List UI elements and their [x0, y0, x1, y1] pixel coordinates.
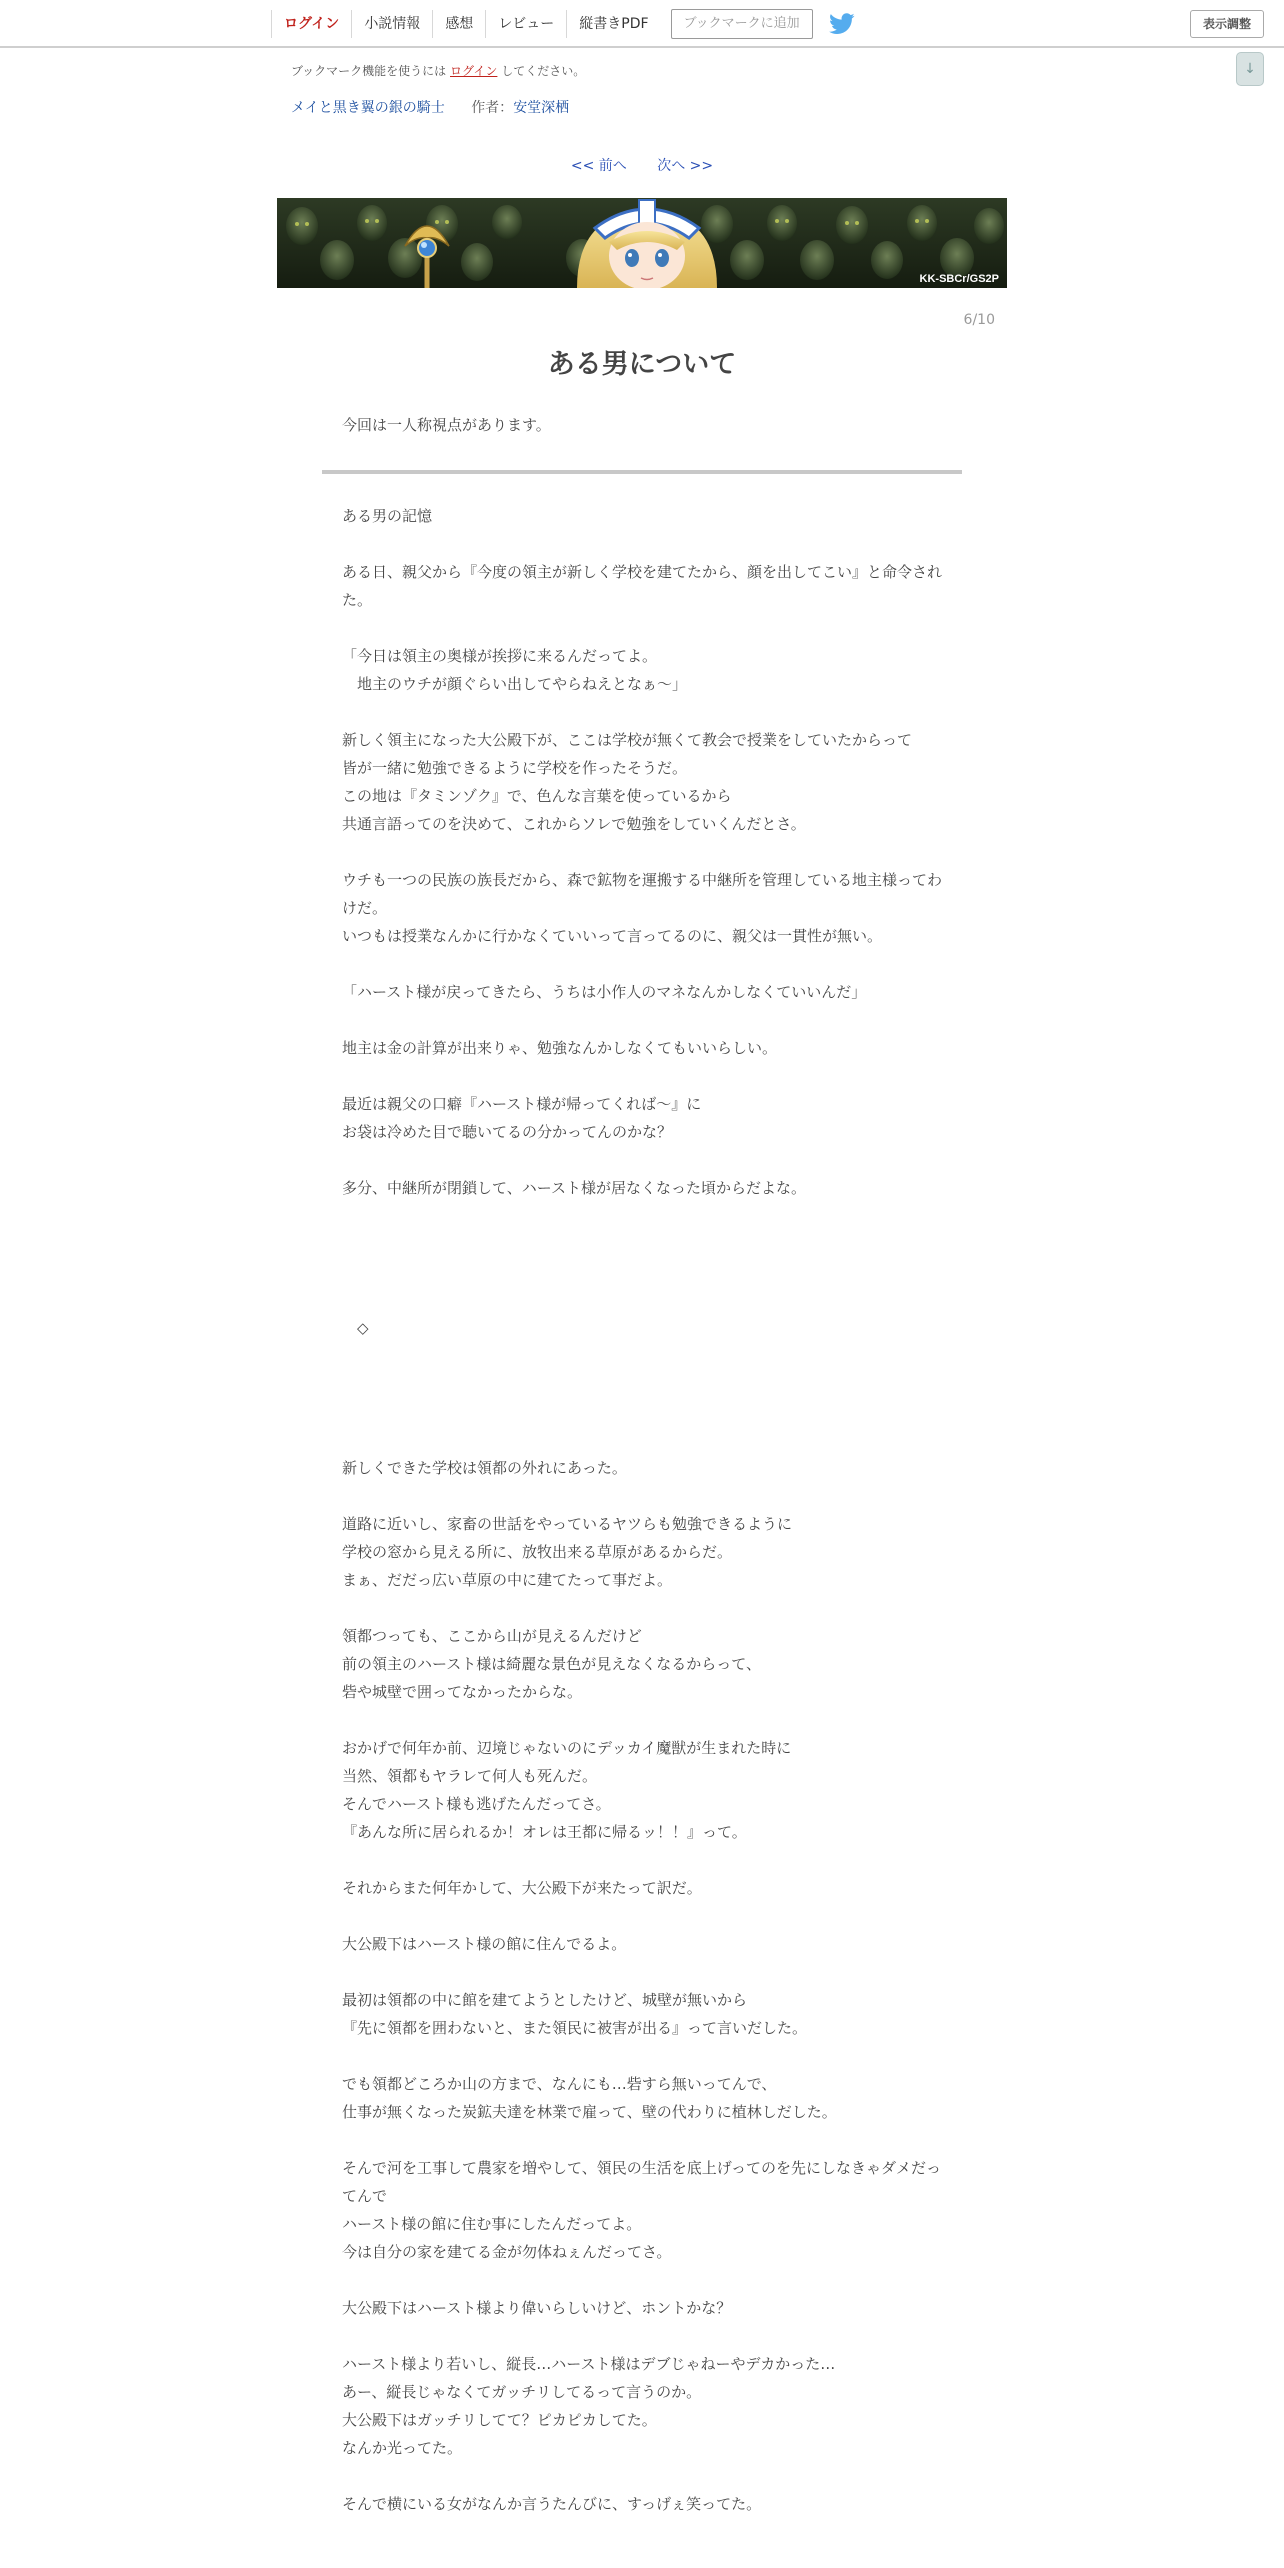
- body-line: [342, 1342, 942, 1370]
- bookmark-add-button[interactable]: ブックマークに追加: [671, 9, 813, 39]
- body-line: [342, 1594, 942, 1622]
- body-line: [342, 950, 942, 978]
- ad-banner[interactable]: [277, 198, 1007, 288]
- nav-pdf-link[interactable]: 縦書きPDF: [566, 10, 660, 38]
- body-line: 新しくできた学校は領都の外れにあった。: [342, 1459, 627, 1477]
- body-line: まぁ、だだっ広い草原の中に建てたって事だよ。: [342, 1571, 673, 1589]
- prev-chapter-link[interactable]: << 前へ: [570, 158, 627, 174]
- body-line: [342, 1006, 942, 1034]
- body-line: [342, 838, 942, 866]
- display-settings-button[interactable]: 表示調整: [1190, 10, 1264, 38]
- body-line: いつもは授業なんかに行かなくていいって言ってるのに、親父は一貫性が無い。: [342, 927, 883, 945]
- novel-title-link[interactable]: メイと黒き翼の銀の騎士: [291, 100, 445, 116]
- bookmark-login-note: [291, 62, 585, 79]
- body-line: 大公殿下はハースト様より偉いらしいけど、ホントかな？: [342, 2299, 732, 2317]
- body-line: 共通言語ってのを決めて、これからソレで勉強をしていくんだとさ。: [342, 815, 806, 833]
- page-number: 6/10: [963, 312, 995, 328]
- bookmark-note-prefix: ブックマーク機能を使うには: [291, 64, 447, 78]
- next-chapter-link[interactable]: 次へ >>: [657, 158, 714, 174]
- body-line: [342, 698, 942, 726]
- body-line: ある日、親父から『今度の領主が新しく学校を建てたから、顔を出してこい』と命令された。: [342, 563, 943, 609]
- scroll-down-button[interactable]: ↓: [1236, 52, 1264, 86]
- chapter-body: [342, 502, 942, 2518]
- body-line: [342, 1846, 942, 1874]
- preface-divider: [322, 470, 962, 474]
- body-line: [342, 614, 942, 642]
- body-line: [342, 1482, 942, 1510]
- body-line: 砦や城壁で囲ってなかったからな。: [342, 1683, 583, 1701]
- body-line: 多分、中継所が閉鎖して、ハースト様が居なくなった頃からだよな。: [342, 1179, 806, 1197]
- body-line: ハースト様より若いし、縦長…ハースト様はデブじゃねーやデカかった…: [342, 2355, 836, 2373]
- body-line: [342, 2322, 942, 2350]
- body-line: [342, 530, 942, 558]
- body-line: 「ハースト様が戻ってきたら、うちは小作人のマネなんかしなくていいんだ」: [342, 983, 867, 1001]
- nav-review-link[interactable]: レビュー: [485, 10, 566, 38]
- body-line: ◇: [342, 1319, 369, 1337]
- body-line: [342, 1370, 942, 1398]
- body-line: 『先に領都を囲わないと、また領民に被害が出る』って言いだした。: [342, 2019, 808, 2037]
- body-line: [342, 1902, 942, 1930]
- body-line: 大公殿下はガッチリしてて？ピカピカしてた。: [342, 2411, 657, 2429]
- body-line: ハースト様の館に住む事にしたんだってよ。: [342, 2215, 642, 2233]
- top-nav: [271, 10, 855, 38]
- banner-credit: KK-SBCr/GS2P: [919, 273, 999, 285]
- body-line: ウチも一つの民族の族長だから、森で鉱物を運搬する中継所を管理している地主様ってわけだ。: [342, 871, 943, 917]
- body-line: なんか光ってた。: [342, 2439, 463, 2457]
- body-line: [342, 1202, 942, 1230]
- body-line: おかげで何年か前、辺境じゃないのにデッカイ魔獣が生まれた時に: [342, 1739, 792, 1757]
- body-line: [342, 2042, 942, 2070]
- body-line: それからまた何年かして、大公殿下が来たって訳だ。: [342, 1879, 702, 1897]
- bookmark-note-suffix: してください。: [501, 64, 586, 78]
- body-line: 最近は親父の口癖『ハースト様が帰ってくれば～』に: [342, 1095, 702, 1113]
- author-link[interactable]: 安堂深栖: [513, 100, 570, 116]
- body-line: 最初は領都の中に館を建てようとしたけど、城壁が無いから: [342, 1991, 748, 2009]
- body-line: 当然、領都もヤラレて何人も死んだ。: [342, 1767, 598, 1785]
- twitter-icon[interactable]: [829, 13, 855, 35]
- chapter-preface: 今回は一人称視点があります。: [342, 416, 551, 434]
- bookmark-note-login-link[interactable]: ログイン: [450, 64, 498, 78]
- body-line: そんでハースト様も逃げたんだってさ。: [342, 1795, 611, 1813]
- body-line: 大公殿下はハースト様の館に住んでるよ。: [342, 1935, 627, 1953]
- body-line: [342, 1146, 942, 1174]
- body-line: でも領都どころか山の方まで、なんにも…砦すら無いってんで、: [342, 2075, 777, 2093]
- body-line: [342, 1258, 942, 1286]
- body-line: [342, 2462, 942, 2490]
- body-line: 仕事が無くなった炭鉱夫達を林業で雇って、壁の代わりに植林しだした。: [342, 2103, 837, 2121]
- body-line: この地は『タミンゾク』で、色んな言葉を使っているから: [342, 787, 732, 805]
- body-line: [342, 2266, 942, 2294]
- banner-artwork: [277, 198, 1007, 288]
- body-line: あー、縦長じゃなくてガッチリしてるって言うのか。: [342, 2383, 702, 2401]
- body-line: [342, 1706, 942, 1734]
- body-line: 地主のウチが顔ぐらい出してやらねえとなぁ～」: [342, 675, 688, 693]
- nav-novel-info-link[interactable]: 小説情報: [351, 10, 432, 38]
- body-line: 「今日は領主の奥様が挨拶に来るんだってよ。: [342, 647, 658, 665]
- body-line: [342, 1062, 942, 1090]
- nav-login-link[interactable]: ログイン: [271, 10, 351, 38]
- body-line: 今は自分の家を建てる金が勿体ねぇんだってさ。: [342, 2243, 672, 2261]
- chapter-pager: [0, 155, 1284, 175]
- body-line: 領都つっても、ここから山が見えるんだけど: [342, 1627, 642, 1645]
- body-line: [342, 1398, 942, 1426]
- novel-info: [291, 97, 569, 117]
- body-line: [342, 1230, 942, 1258]
- body-line: 地主は金の計算が出来りゃ、勉強なんかしなくてもいいらしい。: [342, 1039, 778, 1057]
- body-line: 新しく領主になった大公殿下が、ここは学校が無くて教会で授業をしていたからって: [342, 731, 913, 749]
- nav-impressions-link[interactable]: 感想: [432, 10, 485, 38]
- body-line: 道路に近いし、家畜の世話をやっているヤツらも勉強できるように: [342, 1515, 793, 1533]
- body-line: そんで河を工事して農家を増やして、領民の生活を底上げってのを先にしなきゃダメだってんで: [342, 2159, 941, 2205]
- body-line: [342, 2126, 942, 2154]
- top-bar: [0, 0, 1284, 48]
- body-line: 『あんな所に居られるか！オレは王都に帰るッ！！』って。: [342, 1823, 747, 1841]
- author-label: 作者：: [471, 100, 514, 116]
- chapter-title: ある男について: [547, 349, 737, 380]
- body-line: [342, 1958, 942, 1986]
- body-line: ある男の記憶: [342, 507, 433, 525]
- body-line: 前の領主のハースト様は綺麗な景色が見えなくなるからって、: [342, 1655, 761, 1673]
- body-line: [342, 1286, 942, 1314]
- body-line: お袋は冷めた目で聴いてるの分かってんのかな？: [342, 1123, 673, 1141]
- body-line: [342, 1426, 942, 1454]
- body-line: そんで横にいる女がなんか言うたんびに、すっげぇ笑ってた。: [342, 2495, 762, 2513]
- body-line: 学校の窓から見える所に、放牧出来る草原があるからだ。: [342, 1543, 733, 1561]
- body-line: 皆が一緒に勉強できるように学校を作ったそうだ。: [342, 759, 688, 777]
